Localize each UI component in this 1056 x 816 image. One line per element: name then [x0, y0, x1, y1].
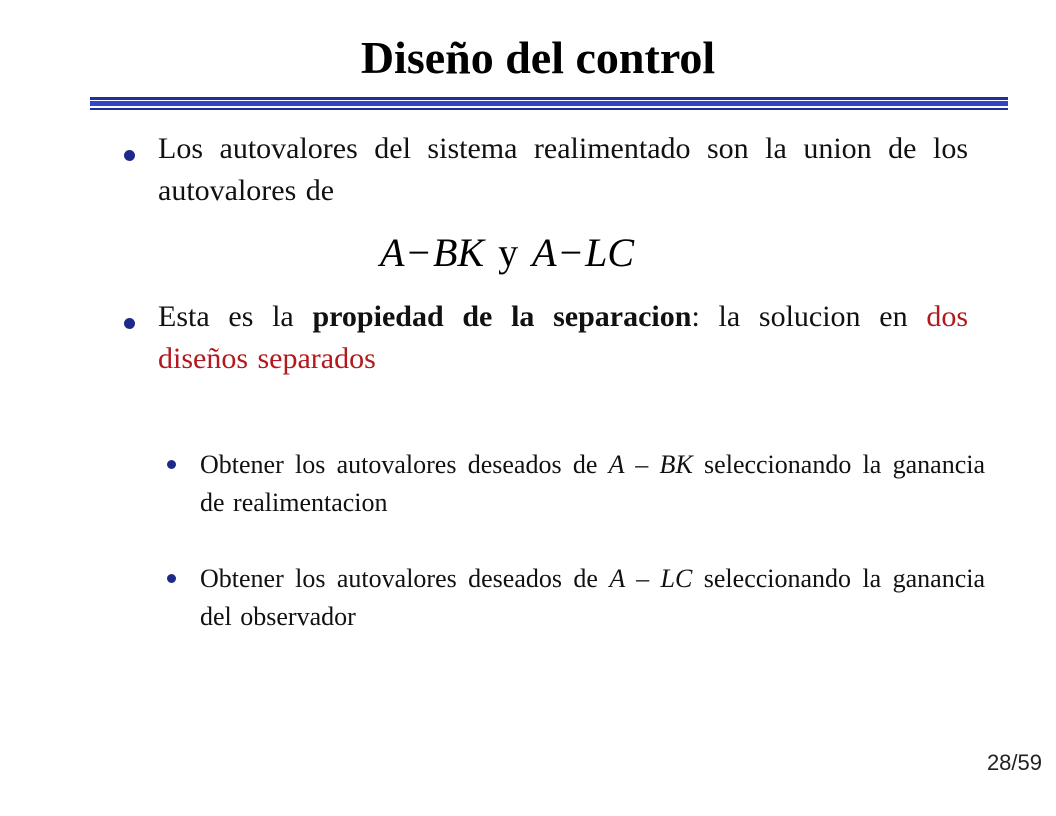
sub-bullet-text-feedback: Obtener los autovalores deseados de A – BK seleccionando la ganancia de realimentacion — [200, 450, 985, 517]
bullet-dot — [124, 318, 135, 329]
bullet-text-separation: Esta es la propiedad de la separacion: la solucion en dos diseños separados — [158, 300, 969, 375]
formula: A−BK y A−LC — [380, 230, 635, 275]
page-title: Diseño del control — [360, 32, 716, 83]
highlight-phrase: dos diseños separados — [158, 300, 969, 375]
bullet-text-eigenvalues: Los autovalores del sistema realimentado son la union de los autovalores de — [158, 132, 968, 207]
bold-term: propiedad de la separacion — [312, 300, 692, 333]
page-number: 28/59 — [986, 750, 1042, 775]
sub-bullet-dot — [167, 460, 176, 469]
sub-bullet-text-observer: Obtener los autovalores deseados de A – LC seleccionando la ganancia del observador — [200, 564, 985, 631]
sub-bullet-dot — [167, 574, 176, 583]
bullet-dot — [124, 150, 135, 161]
